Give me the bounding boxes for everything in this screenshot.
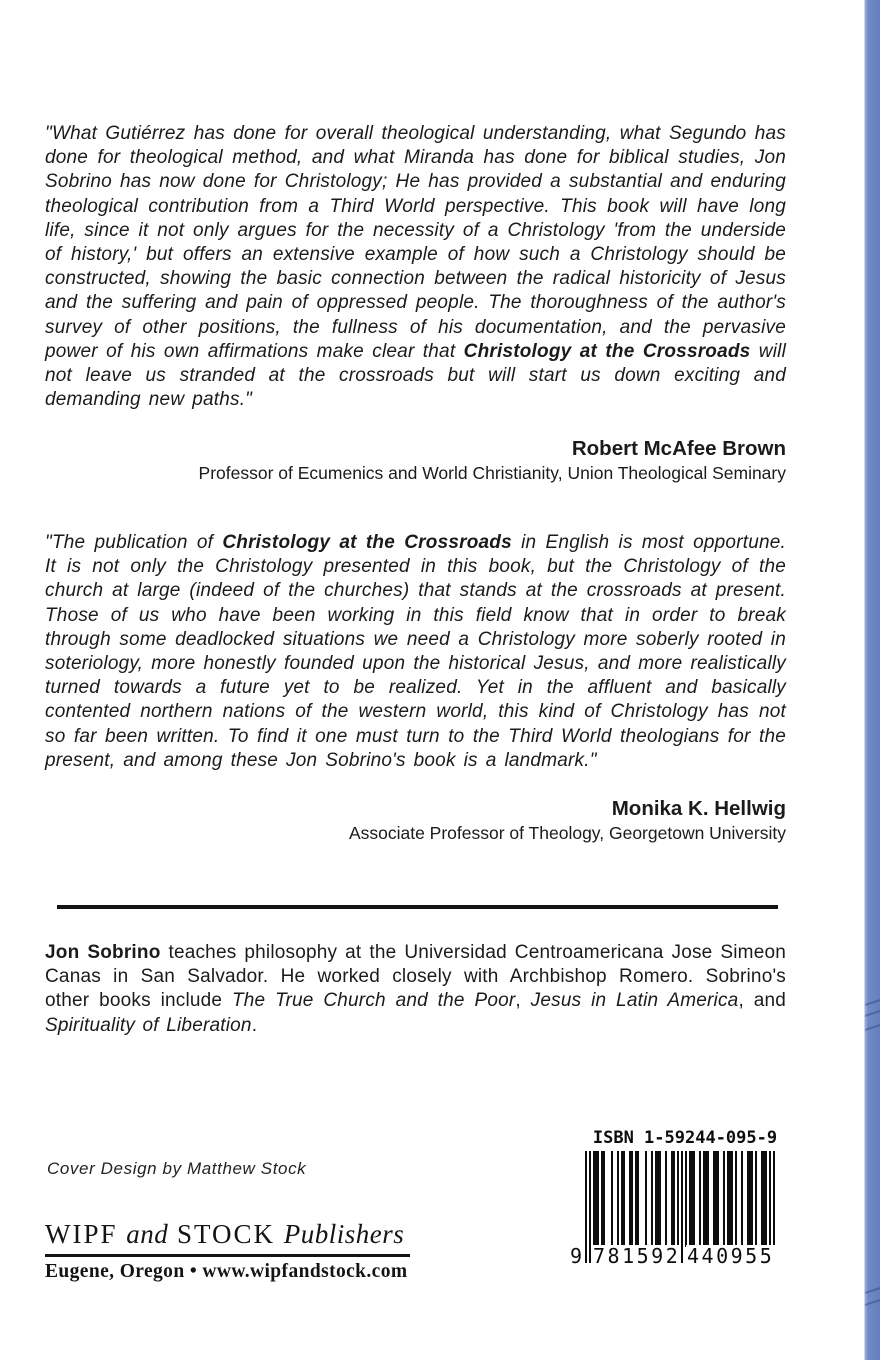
spine-crease	[864, 1285, 880, 1295]
attribution-brown	[45, 437, 786, 484]
author-bio	[45, 941, 786, 1038]
attribution-hellwig	[45, 797, 786, 844]
spine-crease	[864, 997, 880, 1007]
barcode-right-digits: 440955	[687, 1244, 775, 1268]
text-segment: in English is most opportune. It is not only the Christology presented in this book, but the Christology of the church at large (indeed of the churches) that stands at the crossroads at present. Those of us who have been working in this field know that in order to break through some deadlocked situations we need a Christology more soberly rooted in soteriology, more honestly founded upon the historical Jesus, and more realistically turned towards a future yet to be realized. Yet in the affluent and basically contented northern nations of the western world, this kind of Christology has not so far been written. To find it one must turn to the Third World theologians for the present, and among these Jon Sobrino's book is a landmark."	[45, 532, 786, 771]
text-segment: STOCK	[168, 1219, 284, 1249]
attribution-name: Robert McAfee Brown	[571, 437, 786, 460]
text-segment: will not leave us stranded at the crossroads but will start us down exciting and demanding new paths."	[45, 340, 786, 411]
attribution-name: Monika K. Hellwig	[611, 797, 786, 820]
attribution-title: Associate Professor of Theology, Georgetown University	[348, 823, 786, 843]
review-quote-brown	[45, 122, 786, 412]
isbn-barcode	[570, 1128, 785, 1269]
text-segment: and	[126, 1219, 169, 1249]
spine-crease	[864, 1008, 880, 1018]
text-segment: ,	[515, 990, 531, 1012]
text-segment: Christology at the Crossroads	[222, 532, 512, 553]
spine-crease	[864, 1297, 880, 1307]
spine-crease	[864, 1022, 880, 1032]
text-segment: , and	[738, 990, 787, 1012]
divider-rule	[57, 905, 778, 909]
text-segment: WIPF	[45, 1219, 127, 1249]
spine-edge-strip	[864, 0, 880, 1360]
publisher-location: Eugene, Oregon • www.wipfandstock.com	[45, 1261, 408, 1282]
isbn-number-text: ISBN 1-59244-095-9	[592, 1128, 778, 1148]
text-segment: teaches philosophy at the Universidad Centroamericana Jose Simeon Canas in San Salvador. He worked closely with Archbishop Romero. Sobrino's other books include	[45, 942, 787, 1012]
cover-design-credit: Cover Design by Matthew Stock	[47, 1159, 307, 1178]
text-segment: Jesus in Latin America	[530, 990, 739, 1012]
text-segment: Jon Sobrino	[45, 942, 161, 963]
publisher-block	[45, 1219, 410, 1283]
barcode-left-digits: 781592	[593, 1244, 681, 1268]
publisher-logo	[45, 1219, 410, 1257]
text-segment: The True Church and the Poor	[231, 990, 516, 1012]
barcode-bars-area	[570, 1151, 785, 1269]
review-quote-hellwig	[45, 531, 786, 773]
barcode-lead-digit: 9	[570, 1244, 583, 1268]
text-segment: "The publication of	[45, 532, 223, 553]
text-segment: .	[251, 1014, 258, 1036]
text-segment: Christology at the Crossroads	[463, 340, 751, 362]
attribution-title: Professor of Ecumenics and World Christianity, Union Theological Seminary	[198, 463, 786, 483]
text-segment: "What Gutiérrez has done for overall theological understanding, what Segundo has done for theological method, and what Miranda has done for biblical studies, Jon Sobrino has now done for Christology; He has provided a substantial and enduring theological contribution from a Third World perspective. This book will have long life, since it not only argues for the necessity of a Christology 'from the underside of history,' but offers an extensive example of how such a Christology should be constructed, showing the basic connection between the radical historicity of Jesus and the suffering and pain of oppressed people. The thoroughness of the author's survey of other positions, the fullness of his documentation, and the pervasive power of his own affirmations make clear that	[45, 123, 786, 362]
text-segment: Spirituality of Liberation	[45, 1014, 252, 1036]
text-segment: Publishers	[283, 1219, 405, 1249]
